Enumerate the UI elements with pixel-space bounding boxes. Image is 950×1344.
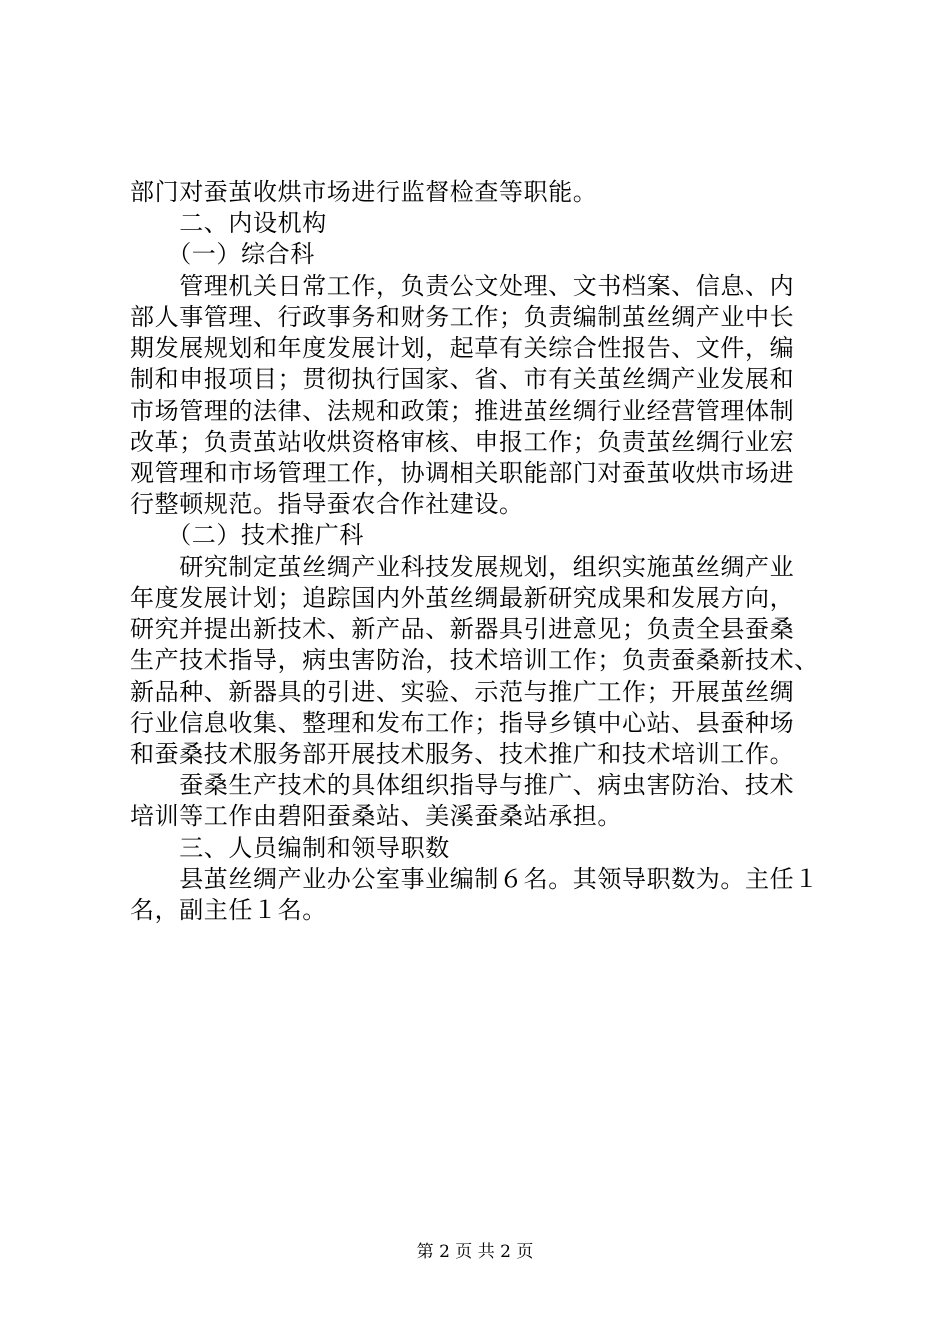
text-line: 行整顿规范。指导蚕农合作社建设。	[130, 490, 524, 518]
text-line: 制和申报项目；贯彻执行国家、省、市有关茧丝绸产业发展和	[130, 365, 795, 393]
text-line: 蚕桑生产技术的具体组织指导与推广、病虫害防治、技术	[130, 771, 795, 799]
section-heading-staffing: 三、人员编制和领导职数	[130, 834, 450, 862]
page-number-footer: 第 2 页 共 2 页	[416, 1242, 534, 1262]
text-line: 培训等工作由碧阳蚕桑站、美溪蚕桑站承担。	[130, 802, 622, 830]
subsection-heading-general-section: （一）综合科	[130, 240, 315, 268]
text-line: 新品种、新器具的引进、实验、示范与推广工作；开展茧丝绸	[130, 678, 795, 706]
subsection-heading-tech-promotion: （二）技术推广科	[130, 521, 364, 549]
section-heading-internal-structure: 二、内设机构	[130, 209, 327, 237]
text-line: 期发展规划和年度发展计划，起草有关综合性报告、文件，编	[130, 334, 795, 362]
text-line: 管理机关日常工作，负责公文处理、文书档案、信息、内	[130, 272, 795, 300]
text-line: 研究制定茧丝绸产业科技发展规划，组织实施茧丝绸产业	[130, 553, 795, 581]
text-line: 年度发展计划；追踪国内外茧丝绸最新研究成果和发展方向，	[130, 584, 795, 612]
text-line: 市场管理的法律、法规和政策；推进茧丝绸行业经营管理体制	[130, 397, 795, 425]
text-line: 部人事管理、行政事务和财务工作；负责编制茧丝绸产业中长	[130, 303, 795, 331]
text-line: 部门对蚕茧收烘市场进行监督检查等职能。	[130, 178, 598, 206]
text-line: 名，副主任１名。	[130, 896, 327, 924]
text-line: 生产技术指导，病虫害防治，技术培训工作；负责蚕桑新技术、	[130, 646, 819, 674]
text-line: 改革；负责茧站收烘资格审核、申报工作；负责茧丝绸行业宏	[130, 428, 795, 456]
text-line: 研究并提出新技术、新产品、新器具引进意见；负责全县蚕桑	[130, 615, 795, 643]
text-line: 行业信息收集、整理和发布工作；指导乡镇中心站、县蚕种场	[130, 709, 795, 737]
text-line: 县茧丝绸产业办公室事业编制６名。其领导职数为。主任１	[130, 865, 819, 893]
text-line: 观管理和市场管理工作，协调相关职能部门对蚕茧收烘市场进	[130, 459, 795, 487]
text-line: 和蚕桑技术服务部开展技术服务、技术推广和技术培训工作。	[130, 740, 795, 768]
